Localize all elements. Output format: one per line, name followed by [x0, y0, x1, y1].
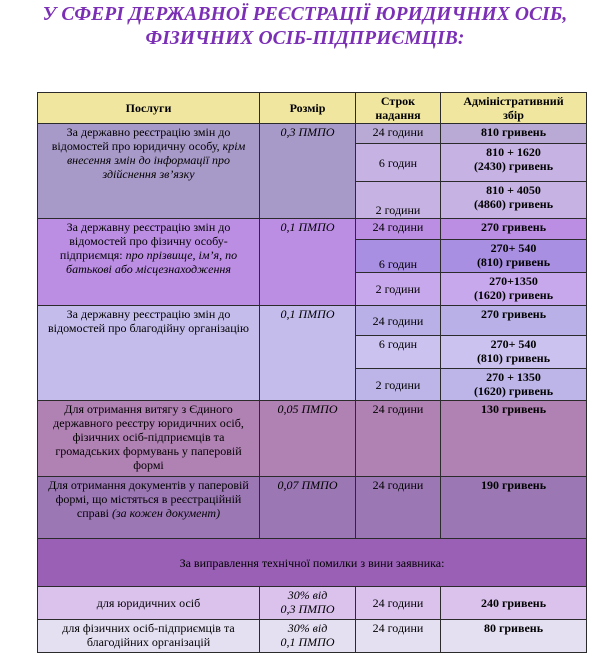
term-cell: 24 години	[356, 477, 441, 539]
fee-cell: 80 гривень	[441, 620, 587, 653]
fee-cell: 130 гривень	[441, 401, 587, 477]
service-cell: Для отримання витягу з Єдиного державного реєстру юридичних осіб, фізичних осіб-підприємців та громадських формувань у паперовій формі	[38, 401, 260, 477]
size-cell: 0,05 ПМПО	[260, 401, 356, 477]
size-cell: 30% від 0,1 ПМПО	[260, 620, 356, 653]
page-title-line1: У СФЕРІ ДЕРЖАВНОЇ РЕЄСТРАЦІЇ ЮРИДИЧНИХ ОСІБ,	[42, 4, 568, 25]
term-cell: 2 години	[356, 369, 441, 401]
table-row	[38, 306, 587, 336]
fee-cell: 270+ 540 (810) гривень	[441, 336, 587, 369]
term-cell: 2 години	[356, 273, 441, 306]
table-row	[38, 124, 587, 144]
fee-cell: 810 гривень	[441, 124, 587, 144]
fee-cell: 270+ 540 (810) гривень	[441, 240, 587, 273]
fee-cell: 270+1350 (1620) гривень	[441, 273, 587, 306]
fee-cell: 270 + 1350 (1620) гривень	[441, 369, 587, 401]
term-cell: 24 години	[356, 124, 441, 144]
term-cell: 24 години	[356, 620, 441, 653]
term-cell: 6 годин	[356, 144, 441, 182]
service-cell: За державну реєстрацію змін до відомостей про фізичну особу-підприємця: про прізвище, ім’я, по батькові або місцезнаходження	[38, 219, 260, 306]
term-cell: 24 години	[356, 401, 441, 477]
fee-cell: 810 + 4050 (4860) гривень	[441, 182, 587, 219]
size-cell: 0,1 ПМПО	[260, 219, 356, 306]
service-cell: За державно реєстрацію змін до відомостей про юридичну особу, крім внесення змін до інформації про здійснення зв’язку	[38, 124, 260, 219]
term-cell: 24 години	[356, 219, 441, 240]
size-cell: 0,3 ПМПО	[260, 124, 356, 219]
fee-cell: 240 гривень	[441, 587, 587, 620]
size-cell: 0,07 ПМПО	[260, 477, 356, 539]
table-row	[38, 477, 587, 539]
service-cell: для юридичних осіб	[38, 587, 260, 620]
fee-cell: 270 гривень	[441, 219, 587, 240]
size-cell: 0,1 ПМПО	[260, 306, 356, 401]
service-cell: За державну реєстрацію змін до відомостей про благодійну організацію	[38, 306, 260, 401]
table-row	[38, 587, 587, 620]
table-row	[38, 620, 587, 653]
term-cell: 24 години	[356, 306, 441, 336]
page-title	[0, 3, 610, 51]
term-cell: 6 годин	[356, 336, 441, 369]
service-cell: Для отримання документів у паперовій формі, що містяться в реєстраційній справі (за кожен документ)	[38, 477, 260, 539]
fee-cell: 190 гривень	[441, 477, 587, 539]
table-row	[38, 539, 587, 587]
term-cell: 24 години	[356, 587, 441, 620]
fees-table	[37, 92, 587, 653]
header-row	[38, 93, 587, 124]
size-cell: 30% від 0,3 ПМПО	[260, 587, 356, 620]
fee-cell: 810 + 1620 (2430) гривень	[441, 144, 587, 182]
service-cell: для фізичних осіб-підприємців та благодійних організацій	[38, 620, 260, 653]
fee-cell: 270 гривень	[441, 306, 587, 336]
header-service: Послуги	[38, 93, 260, 124]
page-title-line2: ФІЗИЧНИХ ОСІБ-ПІДПРИЄМЦІВ:	[145, 28, 465, 49]
table-row	[38, 219, 587, 240]
table-row	[38, 401, 587, 477]
correction-heading: За виправлення технічної помилки з вини заявника:	[38, 539, 587, 587]
term-cell: 6 годин	[356, 240, 441, 273]
header-term: Строк надання	[356, 93, 441, 124]
header-size: Розмір	[260, 93, 356, 124]
term-cell: 2 години	[356, 182, 441, 219]
header-fee: Адміністративний збір	[441, 93, 587, 124]
